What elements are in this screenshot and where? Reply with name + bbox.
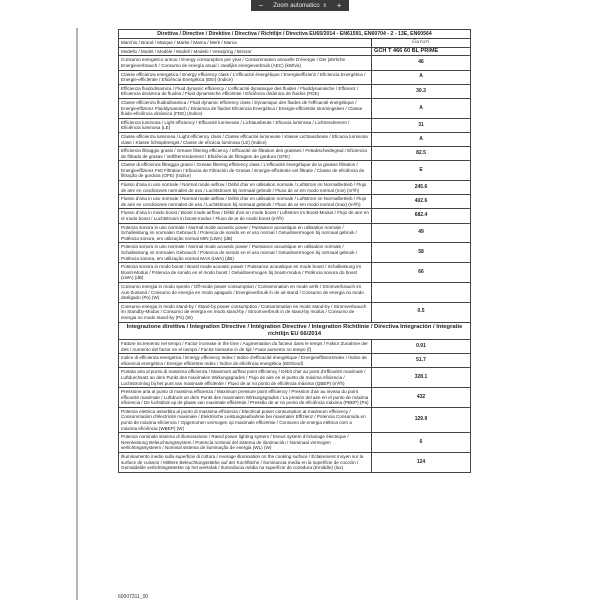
brand-logo: Gurari xyxy=(372,39,471,48)
parameter-value: 129.9 xyxy=(372,407,471,432)
table-row xyxy=(119,243,471,263)
integration-directive-title: Integrazione direttiva / Integration Directive / Intégration Directive / Integration Richtlinie / Directiva Integración / Integratie richtlijn EU 66/2014 xyxy=(119,322,471,339)
directive-header: Direttiva / Directive / Direktive / Directiva / Richtlijn / Directiva EU65/2014 - EN61591, EN60704 - 2 - 13E, EN60564 xyxy=(119,30,471,39)
table-row xyxy=(119,453,471,473)
table-row xyxy=(119,302,471,322)
directive-header-row xyxy=(119,30,471,39)
parameter-value: 0.91 xyxy=(372,339,471,353)
zoom-in-button[interactable]: + xyxy=(336,0,342,10)
parameter-value: 0.5 xyxy=(372,302,471,322)
parameter-label: Potenza sonora in modo boost / Boost mode acoustic power / Puissance acoustique en mode boost / Schalleistung im Boost-Modus / Potencia de sonido en el modo boost / Geluidsvermogen bij boost-modus / Potência sonora do boost (LWA) (dB) xyxy=(119,263,372,283)
table-row xyxy=(119,433,471,453)
viewer-toolbar xyxy=(0,0,600,11)
parameter-value: 82.5 xyxy=(372,147,471,161)
parameter-value: A xyxy=(372,98,471,118)
parameter-value: E xyxy=(372,161,471,181)
parameter-label: Classe efficienza energetica / Energy efficiency class / L'efficacité énergétique / Energieeffizienz / Eficiencia Energética / Energie-efficiëntie / Eficiência Energética (EEI) (Indice) xyxy=(119,70,372,84)
parameter-label: Potenza nominale sistema di illuminazione / Rated power lighting system / Eveus system d'éclairage électrique / Nennleistung Beleuchtungssystem / Potencia nominal del sistema de iluminación / Nominaal vermogen verlichtingssysteem / Nominal sistema de iluminação de energia (WL) (W) xyxy=(119,433,372,453)
table-row xyxy=(119,339,471,353)
energy-data-table xyxy=(118,29,471,473)
model-row xyxy=(119,47,471,56)
document-code: 60007311_00 xyxy=(118,594,149,600)
parameter-label: Portata aria al punto di massima efficienza / Maximum airflow point efficiency / Débit d'air au point d'efficacité maximale / Luftdurchsatz an dem Punkt des maximalen Wirkungsgrades / Flujo de aire en el punto de máxima eficiencia / Luchtstroming bij het punt van maximale efficiëntie / Fluxo de ar no ponto de eficiência máxima (QBEP) (m³/h) xyxy=(119,368,372,388)
parameter-label: Potenza sonora in uso normale / Normal mode acoustic power / Puissance acoustique en utilisation normale / Schalleistung im normalen Gebrauch / Potencia de sonido en el uso normal / Geluidsvermogen bij normaal gebruik / Potência sonora, em utilização normal MAX (LWA) (dB) xyxy=(119,243,372,263)
parameter-value: 49 xyxy=(372,223,471,243)
model-label: Modello / Model / Modèle / Modell / Modelo / Verwijzing / Brinzar xyxy=(119,47,372,56)
parameter-value xyxy=(372,282,471,302)
zoom-select-label: Zoom automatico xyxy=(273,2,320,9)
table-row xyxy=(119,56,471,70)
parameter-label: Consumo energia in modo spento / Off-mode power consumption / Consommation en mode arrêt / Stromverbrauch im Aus-Zustand / Consumo de energía en modo apagado / Energieverbruik in de uit-stand / Consumo de energia no modo desligado (Po) (W) xyxy=(119,282,372,302)
parameter-value: 58 xyxy=(372,243,471,263)
table-row xyxy=(119,147,471,161)
parameter-label: Flusso d'aria in uso normale / Normal mode airflow / Débit d'air en utilisation normale / Luftstrom im Normalbetrieb / Flujo de aire en condiciones normales de uso / Luchtstroom bij normaal gebruik / Fluxo de ar em modo normal (min) (m³/h) xyxy=(119,181,372,195)
parameter-label: Flusso d'aria in uso normale / Normal mode airflow / Débit d'air en utilisation normale / Luftstrom im Normalbetrieb / Flujo de aire en condiciones normales de uso / Luchtstroom bij normaal gebruik / Fluxo de ar em modo normal (max) (m³/h) xyxy=(119,195,372,209)
parameter-label: Potenza elettrica assorbita al punto di massima efficienza / Electrical power consumption at maximum efficiency / Consommation d'électricité maximale / Elektrische Leistungsaufnahme bei maximaler Effizienz / Potencia Consumida en punto de máxima eficiencia / Opgenomen vermogen op maximale efficiëntie / Consumo de energia elétrica com a máxima eficiência (WBEP) (W) xyxy=(119,407,372,432)
table-row xyxy=(119,263,471,283)
table-row xyxy=(119,368,471,388)
table-row xyxy=(119,118,471,132)
parameter-value: 682.4 xyxy=(372,209,471,223)
parameter-label: Consumo energia in modo stand-by / Stand-by power consumption / Consommation en mode stand-by / Stromverbrauch im Standby-Modus / Consumo de energía en modo stand-by / Stroomverbruik in de stand-by modus / Consumo de energia no modo stand-by (Ps) (W) xyxy=(119,302,372,322)
parameter-label: Flusso d'aria in modo boost / Boost mode airflow / Débit d'air en mode boost / Luftstrom im Boost-Modus / Flujo de aire en el modo boost / Luchtstroom in boost-modus / Fluxo de ar de modo boost (m³/h) xyxy=(119,209,372,223)
table-row xyxy=(119,70,471,84)
table-row xyxy=(119,388,471,408)
table-row xyxy=(119,282,471,302)
section-header-row xyxy=(119,322,471,339)
parameter-value: A xyxy=(372,70,471,84)
table-row xyxy=(119,195,471,209)
parameter-label: Classe efficienza luminosa / Light efficiency class / Classe efficacité lumineuse / Klasse Lichtausbeute / Eficacia luminosa clase / Klasse lichtopbrengst / Classe de eficácia luminosa (LE) (Indice) xyxy=(119,132,372,146)
parameter-value: 245.6 xyxy=(372,181,471,195)
parameter-label: Efficienza fluidodinamica / Fluid dynamic efficiency / L'efficacité dynamique des fluides / Fluiddynamische / Efficienz / Eficiencia dinámica de fluidos / Fluid dynamische efficiëntie / Eficiência dinâmica de fluidos (FDE) xyxy=(119,84,372,98)
parameter-label: Indice di efficienza energetica / Energy efficiency Index / Indice d'efficacité énergétique / Energieeffizienzindex / Índice de eficiencia energética / Energie efficiëntie Index / Índice de eficiência energética (EEIhood) xyxy=(119,354,372,368)
parameter-label: Illuminamento medio sulla superficie di cottura / Average illumination on the cooking surface / Éclairement moyen sur la surface de cuisson / Mittlere Beleuchtungsstärke auf der Kochfläche / Iluminancia media en la superficie de cocción / Gemiddelde verlichtingssterkte op het werkvlak / Iluminância média na superfície de cozedura (Emiddle) (lux) xyxy=(119,453,372,473)
zoom-out-button[interactable]: − xyxy=(258,0,264,10)
table-row xyxy=(119,84,471,98)
page-edge xyxy=(76,28,78,600)
table-row xyxy=(119,354,471,368)
table-row xyxy=(119,132,471,146)
parameter-label: Pressione aria al punto di massima efficienza / Maximum pressure point efficiency / Pression d'air au niveau du point efficacité maximale / Luftdruck an dem Punkt des maximalen Wirkungsgrades / La presión del aire en el punto de máxima eficiencia / De luchtdruk op de plaats van maximale efficiëntie / Pressão de ar no ponto de eficiência máxima (PBEP) (Pa) xyxy=(119,388,372,408)
chevron-updown-icon: ⇕ xyxy=(322,2,327,9)
parameter-value: 124 xyxy=(372,453,471,473)
table-row xyxy=(119,161,471,181)
parameter-value: A xyxy=(372,132,471,146)
table-row xyxy=(119,181,471,195)
parameter-value: 432 xyxy=(372,388,471,408)
parameter-value: 51.7 xyxy=(372,354,471,368)
table-row xyxy=(119,223,471,243)
parameter-value: 328.1 xyxy=(372,368,471,388)
table-row xyxy=(119,98,471,118)
parameter-label: Consumo energetico annuo / Energy consumption per year / Consommation annuelle D'énergie / Der jährliche Energieverbrauch / Consumo de energía anual / Jaarlijks energieverbruik (AEC) (kWh/a) xyxy=(119,56,372,70)
parameter-label: Classe di efficienza filtraggio grassi / Grease filtering efficiency class / L'efficacité énergétique de la graisse filtration / Energieeffizienz Fett Filtration / Eficacia de Filtración de Grasas / Energie-efficiëntie vet filtratie / Classe de eficiência de filtração de gordura (GFE) (Indice) xyxy=(119,161,372,181)
parameter-value: 31 xyxy=(372,118,471,132)
brand-label: Marchio / Brand / Marque / Marke / Marca / Merk / Marca xyxy=(119,39,372,48)
parameter-label: Classe efficienza fluidodinamica / Fluid dynamic efficiency class / Dynamique des fluides de l'efficacité énergétique / Energieeffizienz Fluiddynamisch / Dinámica de fluidos Eficiencia Energética / Energie-efficiëntie stromingsleer / Classe fluido-eficiência dinâmica (FDE) (Indice) xyxy=(119,98,372,118)
parameter-value: 30.3 xyxy=(372,84,471,98)
table-row xyxy=(119,407,471,432)
parameter-value: 402.6 xyxy=(372,195,471,209)
parameter-label: Potenza sonora in uso normale / Normal mode acoustic power / Puissance acoustique en utilisation normale / Schalleistung im normalen Gebrauch / Potencia de sonido en el uso normal / Geluidsvermogen bij normaal gebruik / Potência sonora, em utilização normal MIN (LWA) (dB) xyxy=(119,223,372,243)
parameter-label: Fattore incremento nel tempo / Factor increase in the time / Augmentation du facteur dans le temps / Faktor Zunahme der Zeit / Aumento del factor en el tiempo / Factor toename in de tijd / Fator aumento no tempo (f) xyxy=(119,339,372,353)
zoom-select[interactable] xyxy=(273,3,327,9)
brand-row xyxy=(119,39,471,48)
parameter-label: Efficienza filtraggio grassi / Grease filtering efficiency / Efficacité de filtration des graisses / Fettabscheidegrad / Eficiencia de filtrado de grasas / Vetfilterrendement / Eficiência de filtragem de gordura (GFE) xyxy=(119,147,372,161)
parameter-value: 46 xyxy=(372,56,471,70)
parameter-value: 66 xyxy=(372,263,471,283)
table-row xyxy=(119,209,471,223)
toolbar-controls xyxy=(251,0,350,11)
parameter-label: Efficienza luminosa / Light efficiency / Efficacité lumineuse / Lichtausbeute / Eficacia luminosa / Lichtrendement / Eficiência luminosa (LE) xyxy=(119,118,372,132)
parameter-value: 6 xyxy=(372,433,471,453)
model-value: GCH T 466 60 BL PRIME xyxy=(372,47,471,56)
